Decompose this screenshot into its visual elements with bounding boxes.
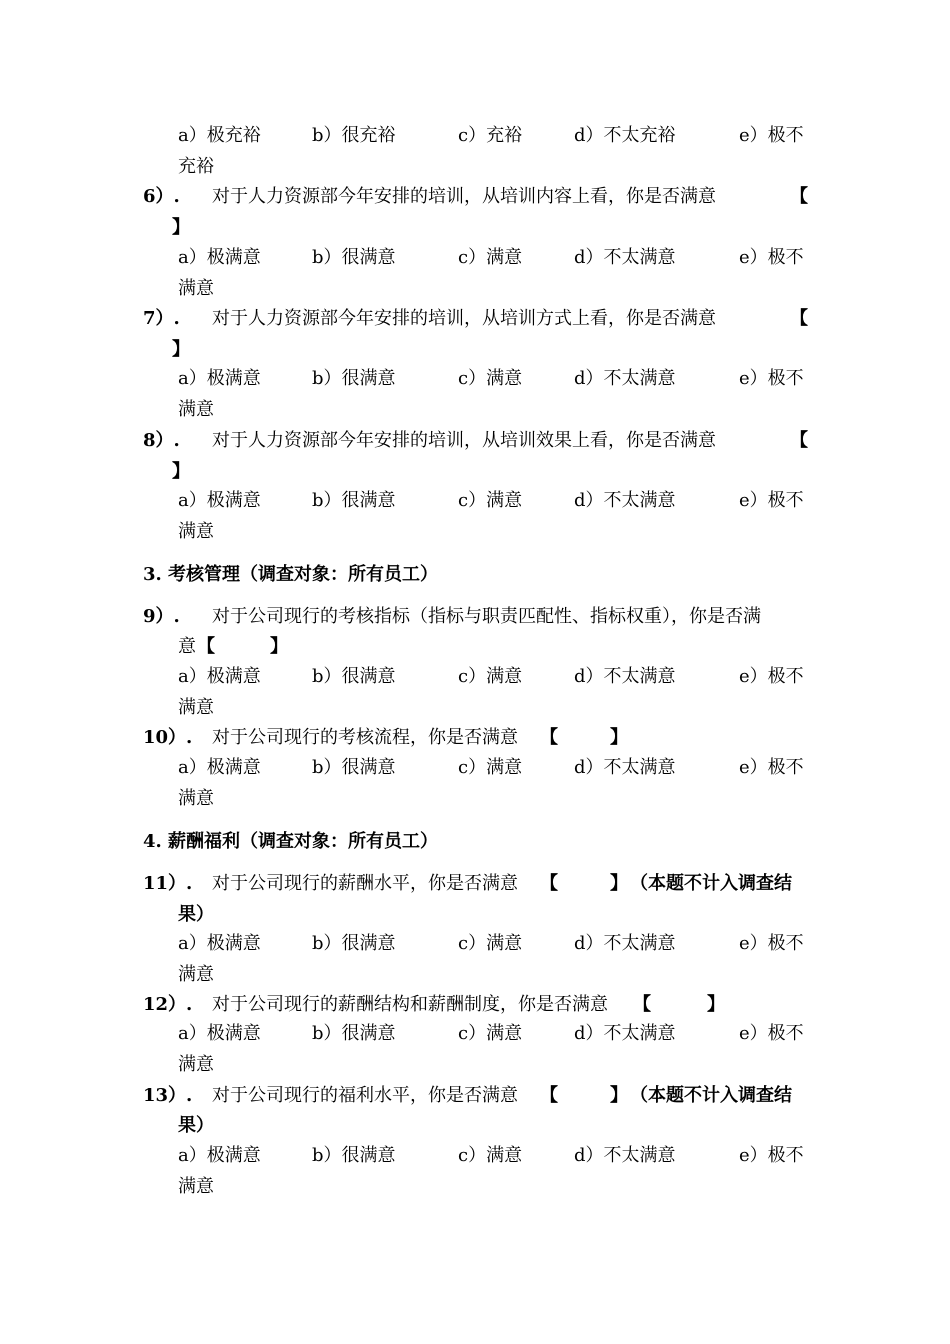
option-a: a）极满意 xyxy=(178,1145,261,1166)
option-c: c）满意 xyxy=(458,933,523,954)
option-b: b）很满意 xyxy=(312,368,396,389)
question-number: 12）. xyxy=(143,994,193,1015)
question-number: 7）. xyxy=(143,308,180,329)
question-note-cont: 果） xyxy=(178,904,214,925)
option-b: b）很满意 xyxy=(312,757,396,778)
option-d: d）不太满意 xyxy=(574,368,676,389)
option-a: a）极满意 xyxy=(178,247,261,268)
question-number: 11）. xyxy=(143,873,193,894)
answer-bracket-close: 】 xyxy=(172,339,190,360)
option-wrap: 满意 xyxy=(178,521,214,542)
question-text: 对于公司现行的考核指标（指标与职责匹配性、指标权重），你是否满 xyxy=(212,606,761,627)
question-note: （本题不计入调查结 xyxy=(630,1085,792,1106)
option-a: a）极满意 xyxy=(178,1023,261,1044)
answer-bracket-close: 】 xyxy=(610,1085,628,1106)
option-d: d）不太满意 xyxy=(574,247,676,268)
option-e: e）极不 xyxy=(739,1145,804,1166)
option-wrap: 满意 xyxy=(178,964,214,985)
option-b: b）很满意 xyxy=(312,247,396,268)
option-c: c）满意 xyxy=(458,1145,523,1166)
answer-bracket-close: 】 xyxy=(610,873,628,894)
option-wrap: 满意 xyxy=(178,1054,214,1075)
option-b: b）很满意 xyxy=(312,1023,396,1044)
question-number: 8）. xyxy=(143,430,180,451)
option-e: e）极不 xyxy=(739,666,804,687)
answer-bracket-close: 】 xyxy=(172,217,190,238)
answer-bracket-close: 】 xyxy=(707,994,725,1015)
question-number: 9）. xyxy=(143,606,180,627)
option-a: a）极满意 xyxy=(178,368,261,389)
option-d: d）不太满意 xyxy=(574,1145,676,1166)
section-heading-4: 4. 薪酬福利（调查对象：所有员工） xyxy=(143,831,439,852)
answer-bracket-open: 【 xyxy=(540,1085,558,1106)
option-wrap: 满意 xyxy=(178,278,214,299)
option-b: b）很满意 xyxy=(312,1145,396,1166)
q5-option-wrap: 充裕 xyxy=(178,156,214,177)
option-d: d）不太满意 xyxy=(574,933,676,954)
answer-bracket-open: 【 xyxy=(790,186,808,207)
question-text: 对于公司现行的福利水平，你是否满意 xyxy=(212,1085,518,1106)
q5-option-c: c）充裕 xyxy=(458,125,523,146)
option-e: e）极不 xyxy=(739,247,804,268)
q5-option-d: d）不太充裕 xyxy=(574,125,676,146)
option-wrap: 满意 xyxy=(178,697,214,718)
option-c: c）满意 xyxy=(458,368,523,389)
option-a: a）极满意 xyxy=(178,757,261,778)
q5-option-b: b）很充裕 xyxy=(312,125,396,146)
q5-option-e: e）极不 xyxy=(739,125,804,146)
option-c: c）满意 xyxy=(458,757,523,778)
option-d: d）不太满意 xyxy=(574,1023,676,1044)
option-e: e）极不 xyxy=(739,757,804,778)
question-text-cont: 意 xyxy=(178,636,196,657)
option-e: e）极不 xyxy=(739,368,804,389)
option-wrap: 满意 xyxy=(178,1176,214,1197)
answer-bracket-open: 【 xyxy=(540,727,558,748)
question-text: 对于人力资源部今年安排的培训，从培训方式上看，你是否满意 xyxy=(212,308,716,329)
question-note-cont: 果） xyxy=(178,1115,214,1136)
option-d: d）不太满意 xyxy=(574,490,676,511)
question-number: 10）. xyxy=(143,727,193,748)
option-d: d）不太满意 xyxy=(574,666,676,687)
question-text: 对于公司现行的薪酬水平，你是否满意 xyxy=(212,873,518,894)
option-b: b）很满意 xyxy=(312,666,396,687)
answer-bracket-open: 【 xyxy=(633,994,651,1015)
option-b: b）很满意 xyxy=(312,933,396,954)
option-c: c）满意 xyxy=(458,1023,523,1044)
answer-bracket-open: 【 xyxy=(197,636,215,657)
option-a: a）极满意 xyxy=(178,490,261,511)
option-e: e）极不 xyxy=(739,933,804,954)
option-c: c）满意 xyxy=(458,247,523,268)
question-note: （本题不计入调查结 xyxy=(630,873,792,894)
option-wrap: 满意 xyxy=(178,399,214,420)
answer-bracket-open: 【 xyxy=(540,873,558,894)
question-text: 对于公司现行的考核流程，你是否满意 xyxy=(212,727,518,748)
option-e: e）极不 xyxy=(739,490,804,511)
question-text: 对于人力资源部今年安排的培训，从培训效果上看，你是否满意 xyxy=(212,430,716,451)
q5-option-a: a）极充裕 xyxy=(178,125,261,146)
answer-bracket-open: 【 xyxy=(790,430,808,451)
option-c: c）满意 xyxy=(458,490,523,511)
section-heading-3: 3. 考核管理（调查对象：所有员工） xyxy=(143,564,439,585)
option-e: e）极不 xyxy=(739,1023,804,1044)
option-d: d）不太满意 xyxy=(574,757,676,778)
option-c: c）满意 xyxy=(458,666,523,687)
answer-bracket-close: 】 xyxy=(610,727,628,748)
question-text: 对于人力资源部今年安排的培训，从培训内容上看，你是否满意 xyxy=(212,186,716,207)
question-text: 对于公司现行的薪酬结构和薪酬制度，你是否满意 xyxy=(212,994,608,1015)
question-number: 13）. xyxy=(143,1085,193,1106)
answer-bracket-close: 】 xyxy=(270,636,288,657)
answer-bracket-open: 【 xyxy=(790,308,808,329)
answer-bracket-close: 】 xyxy=(172,461,190,482)
option-b: b）很满意 xyxy=(312,490,396,511)
question-number: 6）. xyxy=(143,186,180,207)
option-a: a）极满意 xyxy=(178,933,261,954)
option-wrap: 满意 xyxy=(178,788,214,809)
option-a: a）极满意 xyxy=(178,666,261,687)
